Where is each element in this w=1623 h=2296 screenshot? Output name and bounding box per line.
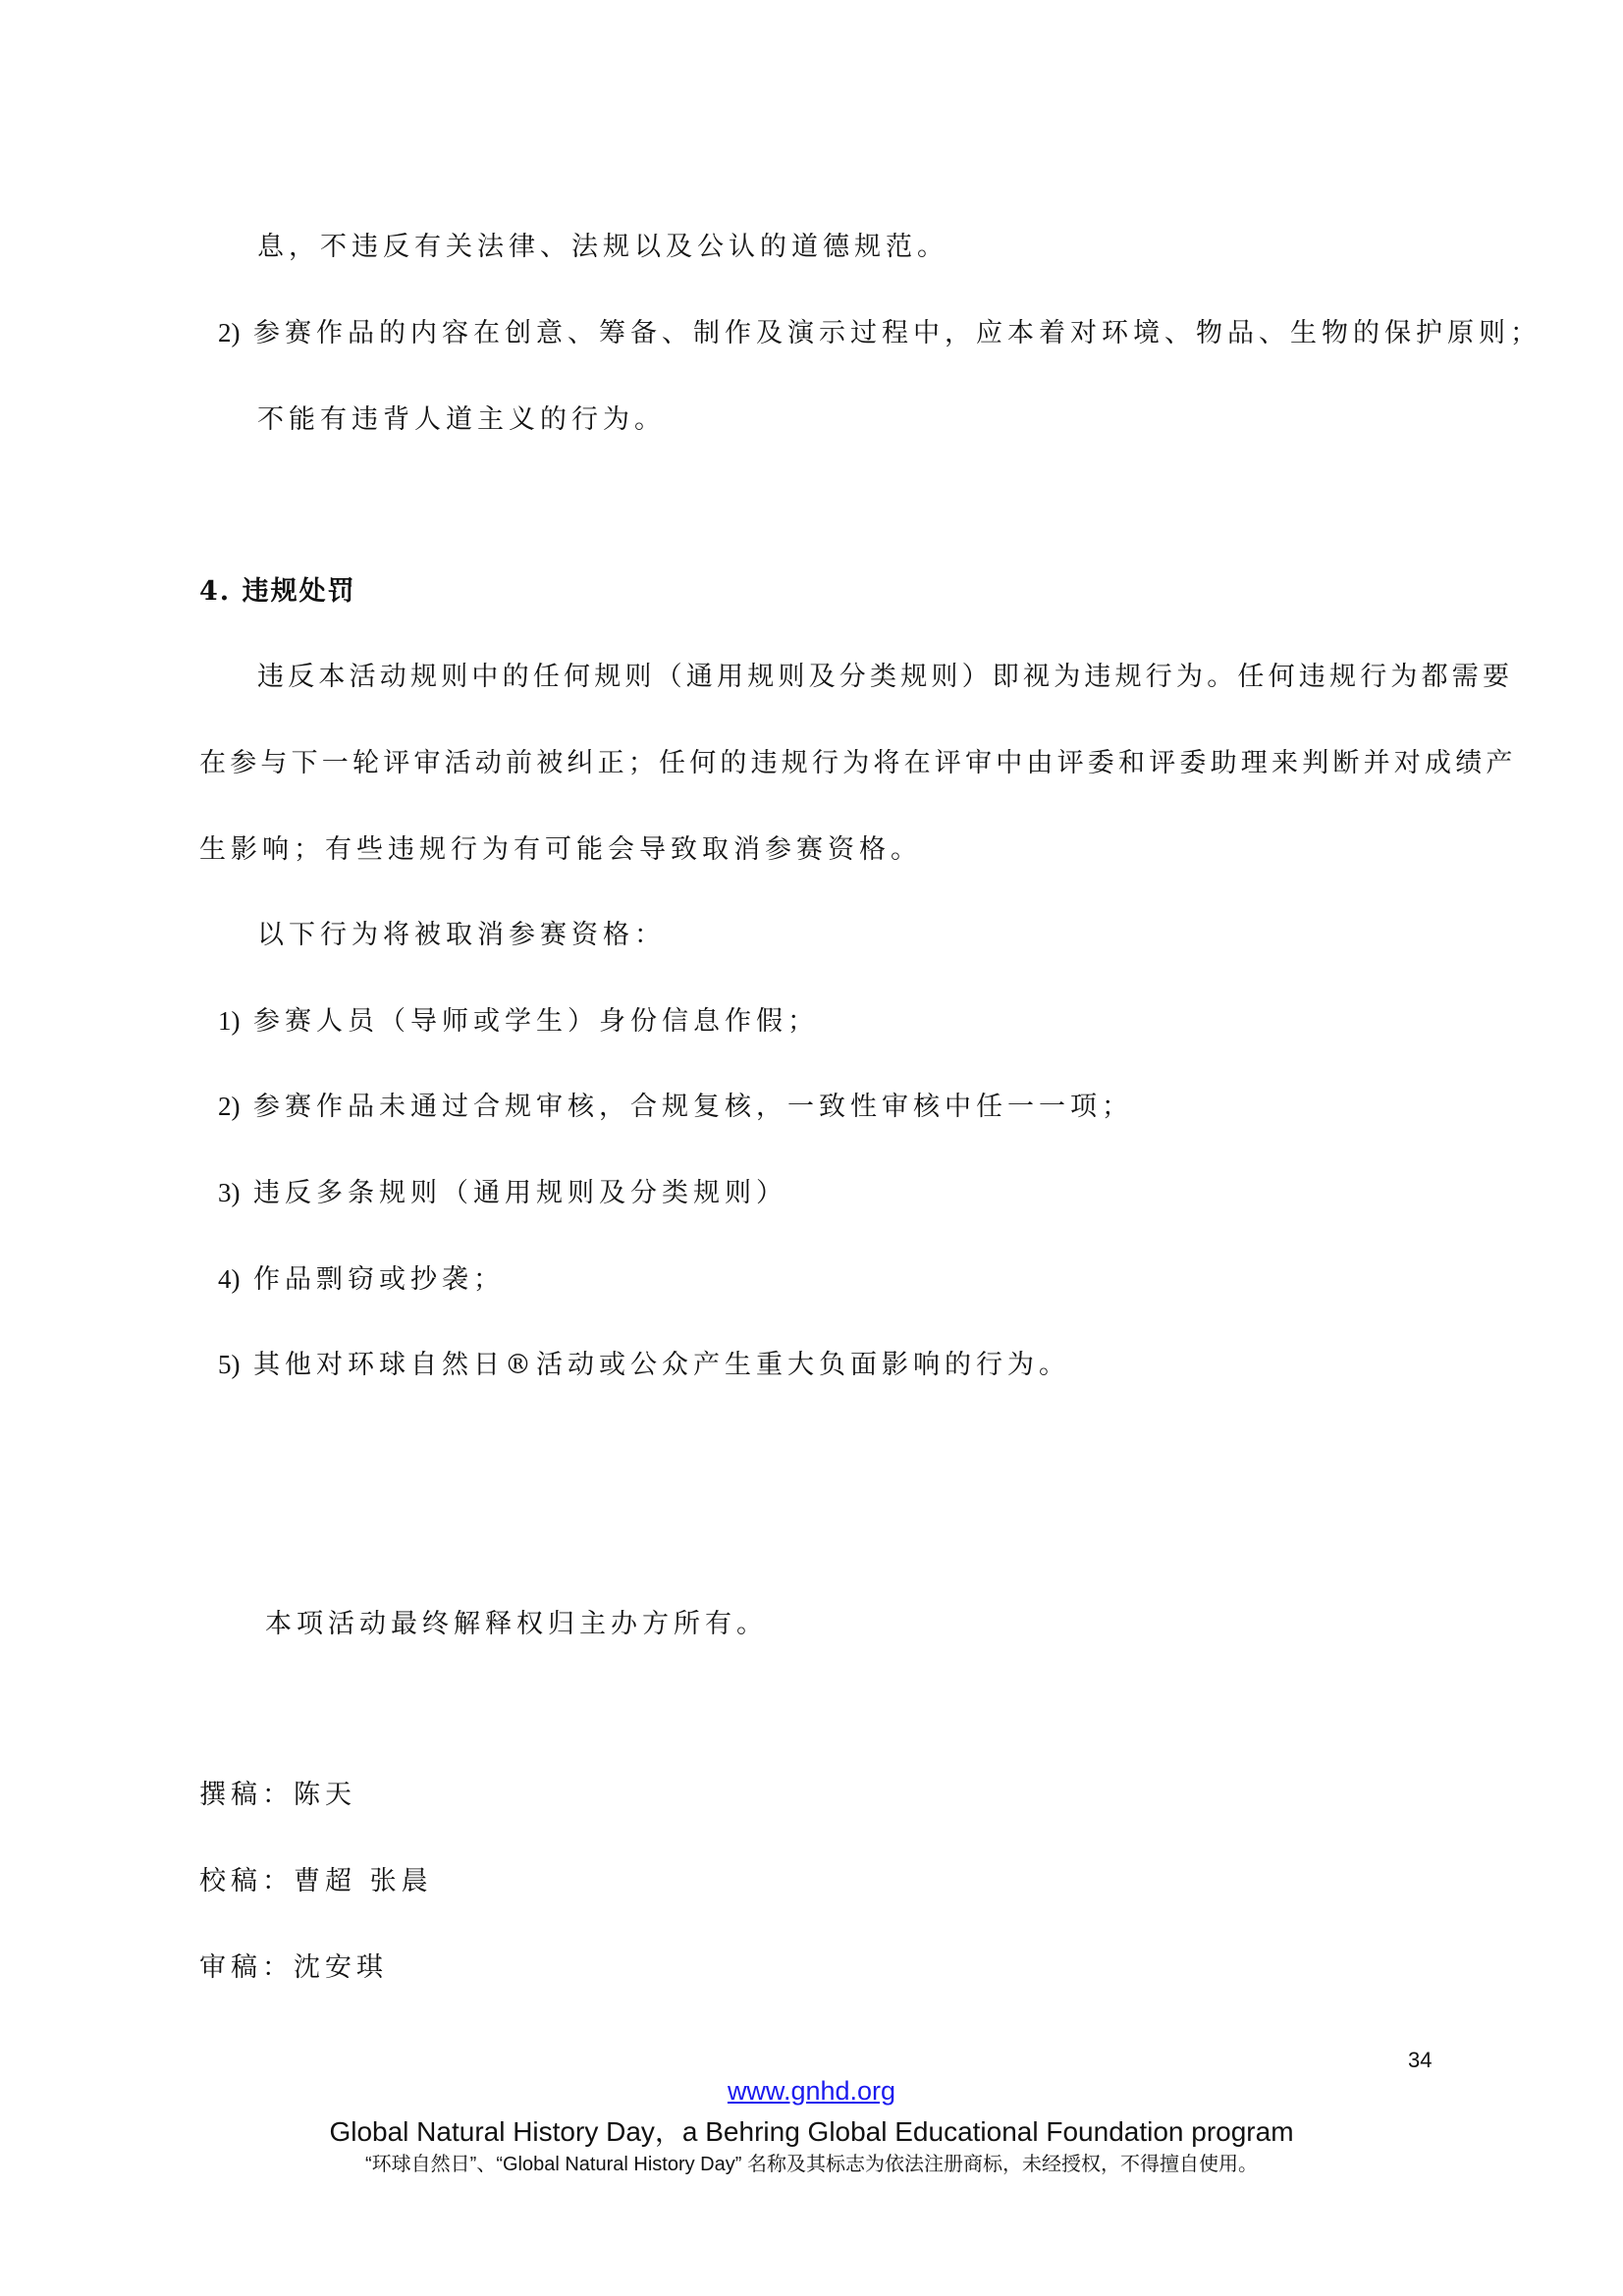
paragraph-line: 违反本活动规则中的任何规则（通用规则及分类规则）即视为违规行为。任何违规行为都需要	[257, 662, 1514, 692]
list-text: 参赛作品未通过合规审核，合规复核，一致性审核中任一一项；	[253, 1092, 1133, 1122]
list-item	[218, 1343, 1070, 1381]
page-number: 34	[1408, 2048, 1433, 2072]
list-number: 3)	[218, 1178, 241, 1207]
list-item	[218, 1085, 1133, 1123]
list-text: 其他对环球自然日®活动或公众产生重大负面影响的行为。	[253, 1350, 1070, 1380]
paragraph-line: 在参与下一轮评审活动前被纠正；任何的违规行为将在评审中由评委和评委助理来判断并对成绩产	[199, 748, 1517, 778]
paragraph-line: 生影响；有些违规行为有可能会导致取消参赛资格。	[199, 834, 922, 865]
footer-url-row	[0, 2076, 1623, 2107]
closing-statement: 本项活动最终解释权归主办方所有。	[265, 1609, 768, 1639]
list-item	[218, 1257, 505, 1296]
list-text: 参赛人员（导师或学生）身份信息作假；	[253, 1006, 819, 1037]
list-item	[218, 999, 819, 1038]
list-number: 2)	[218, 318, 241, 347]
footer-trademark-line: “环球自然日”、“Global Natural History Day” 名称及其标志为依法注册商标，未经授权，不得擅自使用。	[365, 2154, 1258, 2175]
rule-item-2-continuation: 不能有违背人道主义的行为。	[257, 404, 666, 435]
credit-writer: 撰稿：陈天	[199, 1780, 356, 1810]
rule-item-2	[218, 311, 1542, 349]
paragraph: 以下行为将被取消参赛资格：	[257, 920, 666, 950]
list-number: 1)	[218, 1006, 241, 1036]
list-text: 违反多条规则（通用规则及分类规则）	[253, 1178, 787, 1208]
list-item	[218, 1171, 787, 1209]
credit-proofreaders: 校稿：曹超 张晨	[199, 1866, 433, 1896]
section-heading: 4. 违规处罚	[199, 576, 356, 607]
footer-url-link[interactable]: www.gnhd.org	[727, 2076, 896, 2106]
footer-program-line: Global Natural History Day，a Behring Global Educational Foundation program	[329, 2116, 1294, 2147]
list-number: 2)	[218, 1092, 241, 1121]
list-text: 参赛作品的内容在创意、筹备、制作及演示过程中，应本着对环境、物品、生物的保护原则；	[253, 318, 1542, 348]
list-number: 4)	[218, 1264, 241, 1294]
credit-reviewer: 审稿：沈安琪	[199, 1952, 388, 1983]
continued-paragraph-line: 息，不违反有关法律、法规以及公认的道德规范。	[257, 232, 948, 262]
list-number: 5)	[218, 1350, 241, 1379]
list-text: 作品剽窃或抄袭；	[253, 1264, 505, 1295]
